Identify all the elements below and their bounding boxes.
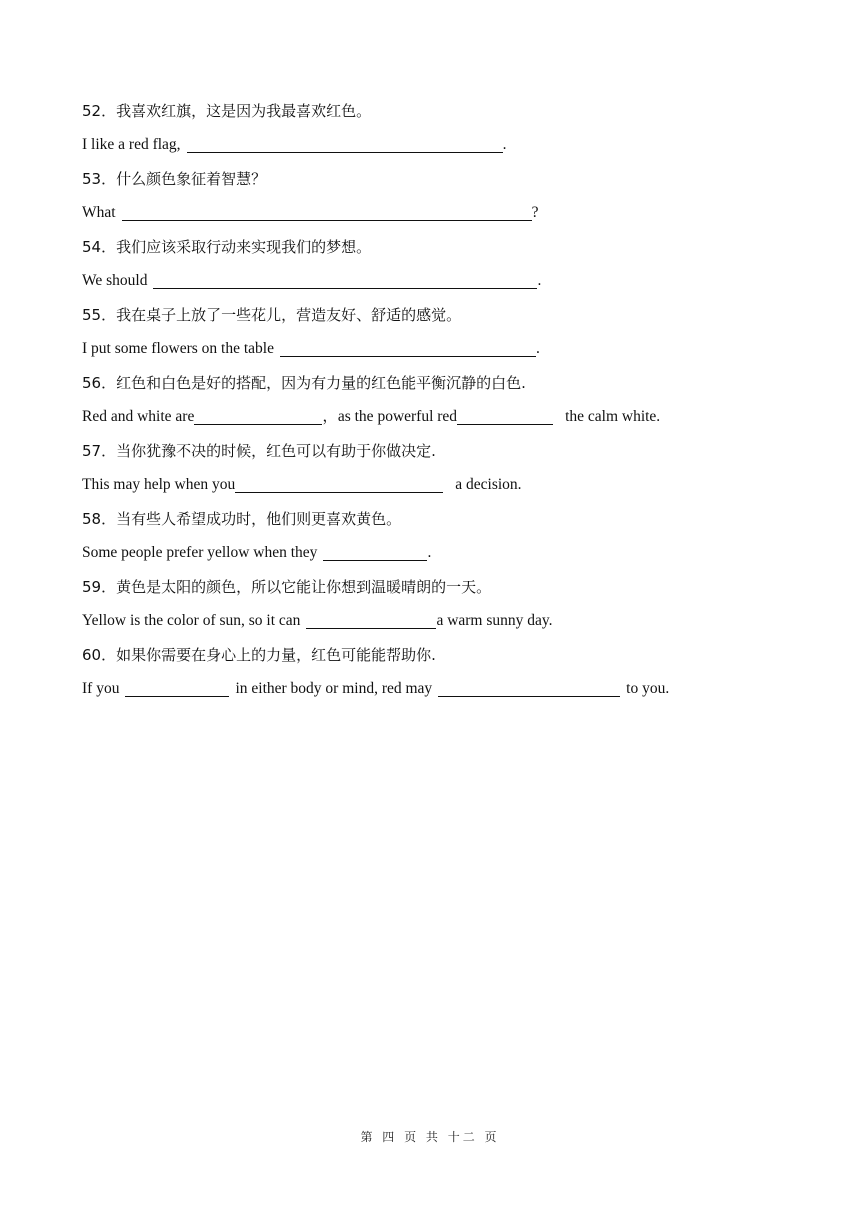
question-56-english: [82, 394, 802, 428]
question-57-english: [82, 462, 802, 496]
question-54-blank[interactable]: [153, 271, 537, 289]
question-54-end: .: [537, 272, 542, 289]
question-57-chinese: 57．当你犹豫不决的时候，红色可以有助于你做决定.: [82, 442, 436, 460]
question-58-blank[interactable]: [323, 543, 427, 561]
question-53-end: ?: [531, 204, 539, 221]
question-60-blank-2[interactable]: [438, 679, 620, 697]
question-57-end: a decision.: [455, 476, 522, 493]
question-60-mid: in either body or mind, red may: [235, 680, 433, 697]
question-58-english: [82, 530, 802, 564]
question-60-chinese: 60．如果你需要在身心上的力量，红色可能能帮助你.: [82, 646, 436, 664]
question-60-english: [82, 666, 802, 700]
question-59-blank[interactable]: [306, 611, 436, 629]
question-54-english: [82, 258, 802, 292]
question-59-end: a warm sunny day.: [436, 612, 553, 629]
question-52-english: [82, 122, 802, 156]
question-52-end: .: [502, 136, 507, 153]
question-56-blank-2[interactable]: [457, 407, 553, 425]
question-52-chinese: 52．我喜欢红旗，这是因为我最喜欢红色。: [82, 102, 372, 120]
question-55-chinese: 55．我在桌子上放了一些花儿，营造友好、舒适的感觉。: [82, 306, 462, 324]
question-54-chinese: 54．我们应该采取行动来实现我们的梦想。: [82, 238, 372, 256]
question-55-blank[interactable]: [280, 339, 536, 357]
question-52-blank[interactable]: [187, 135, 503, 153]
question-56-chinese: 56．红色和白色是好的搭配，因为有力量的红色能平衡沉静的白色.: [82, 374, 526, 392]
question-56-end: the calm white.: [565, 408, 661, 425]
question-59-text: Yellow is the color of sun, so it can: [82, 612, 301, 629]
question-55-english: [82, 326, 802, 360]
question-54-text: We should: [82, 272, 148, 289]
question-56-mid: ，as the powerful red: [322, 408, 458, 425]
question-60-blank-1[interactable]: [125, 679, 229, 697]
question-58-end: .: [427, 544, 432, 561]
question-59-chinese: 59．黄色是太阳的颜色，所以它能让你想到温暖晴朗的一天。: [82, 578, 492, 596]
question-55-text: I put some flowers on the table: [82, 340, 274, 357]
question-59-english: [82, 598, 802, 632]
question-58-chinese: 58．当有些人希望成功时，他们则更喜欢黄色。: [82, 510, 402, 528]
question-60-end: to you.: [626, 680, 670, 697]
question-57-text: This may help when you: [82, 476, 236, 493]
question-57-blank[interactable]: [235, 475, 443, 493]
page-footer: 第 四 页 共 十二 页: [360, 1130, 500, 1144]
question-58-text: Some people prefer yellow when they: [82, 544, 318, 561]
question-list: [82, 88, 802, 700]
question-53-text: What: [82, 204, 116, 221]
question-52-text: I like a red flag,: [82, 136, 181, 153]
question-53-english: [82, 190, 802, 224]
question-56-blank-1[interactable]: [194, 407, 322, 425]
question-53-blank[interactable]: [122, 203, 532, 221]
question-55-end: .: [535, 340, 540, 357]
question-60-text: If you: [82, 680, 120, 697]
question-56-text: Red and white are: [82, 408, 195, 425]
question-53-chinese: 53．什么颜色象征着智慧？: [82, 170, 267, 188]
